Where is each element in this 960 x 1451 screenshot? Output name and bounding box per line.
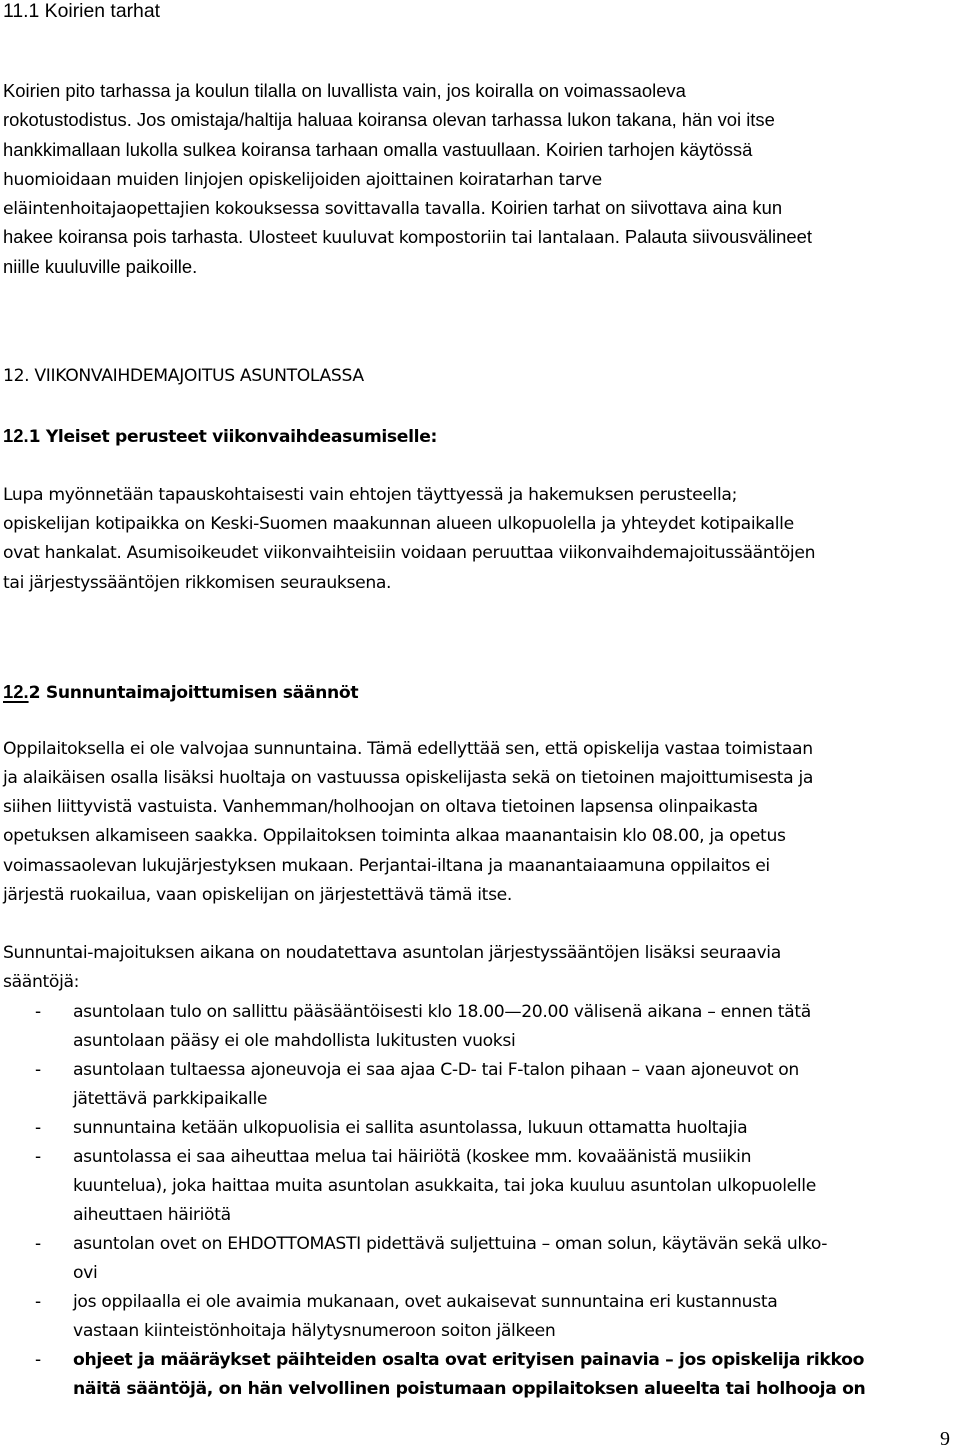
text-line: Lupa myönnetään tapauskohtaisesti vain ehtojen täyttyessä ja hakemuksen perusteella; [3,485,738,505]
text-line: hakee koiransa pois tarhasta. Ulosteet kuuluvat kompostoriin tai lantalaan. Palauta siivousvälineet [3,226,812,248]
list-bullet: - [35,1058,42,1079]
text-line: opetuksen alkamiseen saakka. Oppilaitoksen toiminta alkaa maanantaisin klo 08.00, ja opetus [3,826,786,846]
text-line: vastaan kiinteistönhoitaja hälytysnumeroon soiton jälkeen [73,1321,556,1341]
text-line: opiskelijan kotipaikka on Keski-Suomen maakunnan alueen ulkopuolella ja yhteydet kotipaikalle [3,514,794,534]
text-line: siihen liittyvistä vastuista. Vanhemman/holhoojan on oltava tietoinen lapsensa olinpaikasta [3,797,758,817]
list-bullet: - [35,1348,42,1369]
text-line: ovi [73,1263,98,1283]
text-line: asuntolaan tultaessa ajoneuvoja ei saa ajaa C-D- tai F-talon pihaan – vaan ajoneuvot on [73,1060,799,1080]
text-line: huomioidaan muiden linjojen opiskelijoiden ajoittainen koiratarhan tarve [3,170,602,190]
text-line: jätettävä parkkipaikalle [73,1089,268,1109]
text-line: voimassaolevan lukujärjestyksen mukaan. Perjantai-iltana ja maanantaiaamuna oppilaitos ei [3,856,770,876]
text-line: asuntolassa ei saa aiheuttaa melua tai häiriötä (koskee mm. kovaäänistä musiikin [73,1147,752,1167]
text-line: ja alaikäisen osalla lisäksi huoltaja on vastuussa opiskelijasta sekä on tietoinen majoittumisesta ja [3,768,814,788]
list-bullet: - [35,1290,42,1311]
text-line: tai järjestyssääntöjen rikkomisen seurauksena. [3,573,392,593]
text-line: niille kuuluville paikoille. [3,256,198,277]
list-bullet: - [35,1000,42,1021]
text-line: hankkimallaan lukolla sulkea koiransa tarhaan omalla vastuullaan. Koirien tarhojen käytössä [3,139,753,160]
page-number: 9 [940,1428,950,1450]
text-line: ovat hankalat. Asumisoikeudet viikonvaihteisiin voidaan peruuttaa viikonvaihdemajoitussääntöjen [3,543,816,563]
text-line: Sunnuntai-majoituksen aikana on noudatettava asuntolan järjestyssääntöjen lisäksi seuraavia [3,943,781,963]
text-line: kuuntelua), joka haittaa muita asuntolan asukkaita, tai joka kuuluu asuntolan ulkopuolelle [73,1176,816,1196]
text-line: rokotustodistus. Jos omistaja/haltija haluaa koiransa olevan tarhassa lukon takana, hän voi itse [3,109,775,130]
list-bullet: - [35,1145,42,1166]
text-line-bold: ohjeet ja määräykset päihteiden osalta ovat erityisen painavia – jos opiskelija rikkoo [73,1350,865,1370]
text-line: sunnuntaina ketään ulkopuolisia ei sallita asuntolassa, lukuun ottamatta huoltajia [73,1118,748,1138]
subsection-title-12-2: 12.2 Sunnuntaimajoittumisen säännöt [3,681,359,703]
subsection-title-12-1: 12.1 Yleiset perusteet viikonvaihdeasumiselle: [3,425,438,447]
text-line: Koirien pito tarhassa ja koulun tilalla on luvallista vain, jos koiralla on voimassaoleva [3,80,686,101]
section-heading-12: 12. VIIKONVAIHDEMAJOITUS ASUNTOLASSA [3,366,364,386]
text-line: jos oppilaalla ei ole avaimia mukanaan, ovet aukaisevat sunnuntaina eri kustannusta [73,1292,778,1312]
text-line-bold: näitä sääntöjä, on hän velvollinen poistumaan oppilaitoksen alueelta tai holhooja on [73,1379,866,1399]
text-line: Oppilaitoksella ei ole valvojaa sunnuntaina. Tämä edellyttää sen, että opiskelija vastaa toimistaan [3,739,813,759]
text-line: asuntolaan pääsy ei ole mahdollista lukitusten vuoksi [73,1031,516,1051]
list-bullet: - [35,1232,42,1253]
text-line: eläintenhoitajaopettajien kokouksessa sovittavalla tavalla. Koirien tarhat on siivottava aina kun [3,197,783,219]
section-title-11-1: 11.1 Koirien tarhat [3,0,161,22]
text-line: sääntöjä: [3,972,80,992]
text-line: asuntolan ovet on EHDOTTOMASTI pidettävä suljettuina – oman solun, käytävän sekä ulko- [73,1234,828,1254]
text-line: asuntolaan tulo on sallittu pääsääntöisesti klo 18.00—20.00 välisenä aikana – ennen tätä [73,1002,811,1022]
text-line: järjestä ruokailua, vaan opiskelijan on järjestettävä tämä itse. [3,885,513,905]
list-bullet: - [35,1116,42,1137]
text-line: aiheuttaen häiriötä [73,1205,231,1225]
